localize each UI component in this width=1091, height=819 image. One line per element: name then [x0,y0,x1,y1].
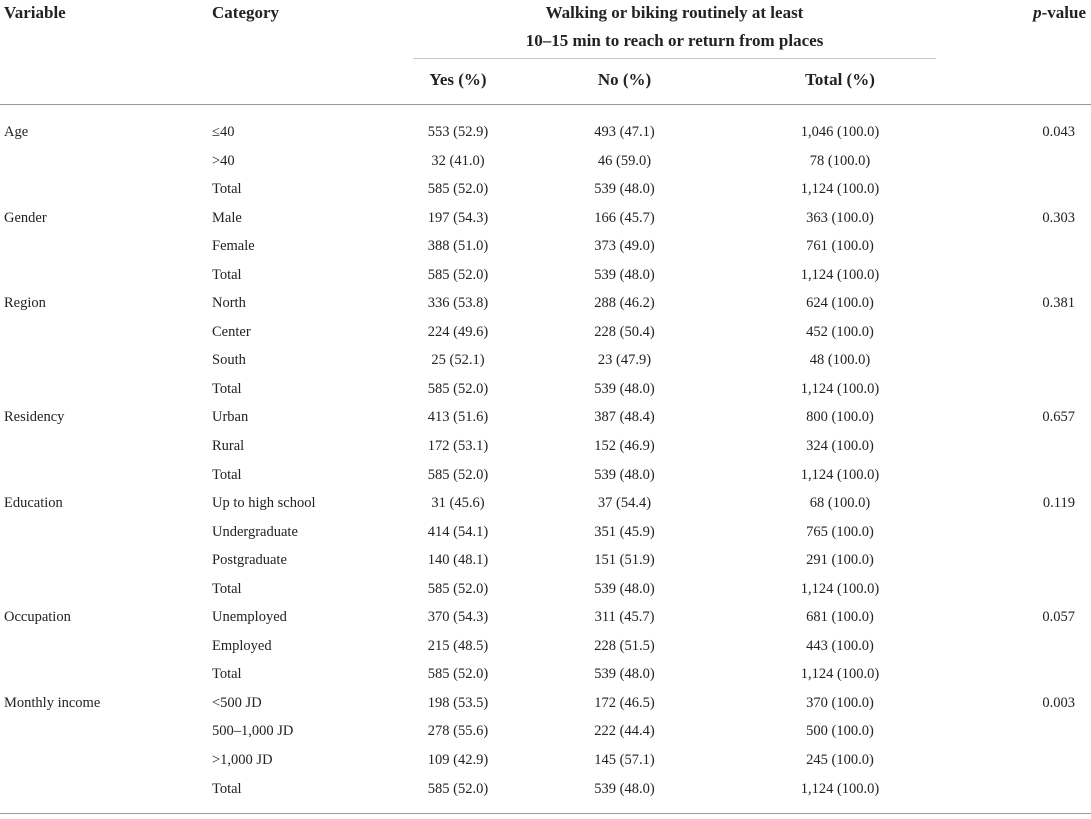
cell-category: Postgraduate [212,552,287,569]
cell-variable: Region [4,295,46,312]
cell-category: 500–1,000 JD [212,723,294,740]
cell-no: 387 (48.4) [594,409,655,426]
cell-p-value: 0.657 [1042,409,1075,426]
header-total: Total (%) [805,70,875,89]
cell-no: 166 (45.7) [594,209,655,226]
table-row [0,489,1091,518]
table-row [0,689,1091,718]
cell-total: 370 (100.0) [806,694,874,711]
cell-variable: Gender [4,209,47,226]
cell-yes: 32 (41.0) [431,152,485,169]
cell-category: ≤40 [212,124,235,140]
cell-no: 539 (48.0) [594,380,655,397]
cell-no: 46 (59.0) [597,152,652,169]
table-row [0,346,1091,375]
cell-yes: 215 (48.5) [427,637,489,654]
table-row [0,118,1091,147]
cell-no: 493 (47.1) [594,124,655,140]
table-row [0,232,1091,261]
cell-yes: 140 (48.1) [427,552,489,569]
cell-total: 1,124 (100.0) [800,181,880,198]
cell-yes: 224 (49.6) [427,323,489,340]
cell-no: 539 (48.0) [594,266,655,283]
cell-no: 539 (48.0) [594,181,655,198]
cell-variable: Occupation [4,609,71,626]
cell-total: 500 (100.0) [806,723,874,740]
header-rule [0,104,1091,105]
table-row [0,204,1091,233]
cell-yes: 336 (53.8) [427,295,489,312]
cell-yes: 172 (53.1) [427,438,489,455]
table-row [0,775,1091,804]
cell-total: 1,124 (100.0) [800,266,880,283]
table-row [0,175,1091,204]
cell-category: Unemployed [212,609,287,626]
cell-category: Up to high school [212,495,316,512]
cell-no: 228 (50.4) [594,323,655,340]
cell-total: 245 (100.0) [806,752,874,769]
cell-category: Total [212,780,242,797]
table-row [0,318,1091,347]
table-row [0,147,1091,176]
cell-no: 373 (49.0) [594,238,655,255]
header-yes: Yes (%) [429,70,487,89]
header-group-line2: 10–15 min to reach or return from places [525,31,824,50]
cell-yes: 198 (53.5) [427,694,489,711]
table-row [0,660,1091,689]
cell-total: 48 (100.0) [809,352,871,369]
cell-no: 145 (57.1) [594,752,655,769]
header-no: No (%) [597,70,652,89]
header-p-italic: p [1033,3,1042,22]
table-row [0,717,1091,746]
table-row [0,603,1091,632]
header-category: Category [212,3,280,22]
cell-category: Center [212,323,251,340]
cell-no: 152 (46.9) [594,438,655,455]
cell-no: 23 (47.9) [597,352,652,369]
cell-total: 78 (100.0) [809,152,871,169]
cell-p-value: 0.057 [1042,609,1075,626]
bottom-rule [0,813,1091,814]
cell-p-value: 0.381 [1042,295,1075,312]
cell-total: 1,124 (100.0) [800,466,880,483]
cell-total: 291 (100.0) [806,552,874,569]
cell-yes: 278 (55.6) [427,723,489,740]
cell-total: 452 (100.0) [806,323,874,340]
cell-yes: 585 (52.0) [427,666,489,683]
cell-category: Total [212,666,242,683]
cell-yes: 553 (52.9) [427,124,489,140]
cell-category: Total [212,466,242,483]
table-row [0,289,1091,318]
cell-p-value: 0.119 [1042,495,1075,512]
cell-variable: Monthly income [4,694,101,711]
table-row [0,746,1091,775]
cell-category: >40 [212,152,235,169]
cell-total: 1,046 (100.0) [800,124,880,140]
cell-yes: 413 (51.6) [427,409,489,426]
table-row [0,461,1091,490]
cell-total: 1,124 (100.0) [800,780,880,797]
table-row [0,375,1091,404]
cell-yes: 388 (51.0) [427,238,489,255]
cell-category: Total [212,266,242,283]
cell-yes: 31 (45.6) [431,495,485,512]
cell-no: 311 (45.7) [594,609,655,626]
cell-total: 68 (100.0) [809,495,871,512]
cell-no: 37 (54.4) [597,495,652,512]
cell-total: 1,124 (100.0) [800,666,880,683]
cell-yes: 585 (52.0) [427,466,489,483]
cell-category: Total [212,181,242,198]
cell-category: Male [212,209,242,226]
cell-yes: 585 (52.0) [427,266,489,283]
cell-p-value: 0.043 [1042,124,1075,140]
cell-no: 539 (48.0) [594,780,655,797]
cell-p-value: 0.303 [1042,209,1075,226]
cell-yes: 585 (52.0) [427,380,489,397]
table-row [0,432,1091,461]
cell-total: 624 (100.0) [806,295,874,312]
cell-no: 172 (46.5) [594,694,655,711]
cell-no: 222 (44.4) [594,723,655,740]
table-row [0,546,1091,575]
cell-category: Rural [212,438,245,455]
cell-category: South [212,352,246,369]
cell-p-value: 0.003 [1042,694,1075,711]
header-variable: Variable [4,3,66,22]
cell-variable: Age [4,124,29,140]
cell-total: 1,124 (100.0) [800,580,880,597]
cell-total: 324 (100.0) [806,438,874,455]
table-row [0,518,1091,547]
cell-category: Female [212,238,255,255]
cell-total: 681 (100.0) [806,609,874,626]
cell-total: 800 (100.0) [806,409,874,426]
header-group-line1: Walking or biking routinely at least [545,3,804,22]
cell-yes: 370 (54.3) [427,609,489,626]
cell-variable: Education [4,495,63,512]
cell-yes: 585 (52.0) [427,580,489,597]
cell-variable: Residency [4,409,65,426]
cell-no: 539 (48.0) [594,580,655,597]
header-p-value [1000,3,1086,23]
table-body [0,118,1091,803]
cell-no: 539 (48.0) [594,666,655,683]
cell-no: 288 (46.2) [594,295,655,312]
cell-category: <500 JD [212,694,262,711]
cell-no: 351 (45.9) [594,523,655,540]
cell-total: 443 (100.0) [806,637,874,654]
cell-category: >1,000 JD [212,752,273,769]
cell-no: 151 (51.9) [594,552,655,569]
cell-no: 539 (48.0) [594,466,655,483]
cell-category: North [212,295,246,312]
header-p-rest: -value [1041,3,1086,22]
cell-category: Urban [212,409,249,426]
cell-yes: 109 (42.9) [427,752,489,769]
cell-no: 228 (51.5) [594,637,655,654]
cell-category: Total [212,580,242,597]
group-divider [413,58,936,59]
table-row [0,403,1091,432]
cell-total: 765 (100.0) [806,523,874,540]
cell-total: 1,124 (100.0) [800,380,880,397]
table-row [0,575,1091,604]
cell-category: Total [212,380,242,397]
cell-yes: 414 (54.1) [427,523,489,540]
cell-yes: 585 (52.0) [427,181,489,198]
cell-yes: 197 (54.3) [427,209,489,226]
cell-category: Undergraduate [212,523,298,540]
cell-category: Employed [212,637,272,654]
cell-total: 363 (100.0) [806,209,874,226]
table-row [0,261,1091,290]
cell-total: 761 (100.0) [806,238,874,255]
table-row [0,632,1091,661]
cell-yes: 585 (52.0) [427,780,489,797]
cell-yes: 25 (52.1) [431,352,485,369]
